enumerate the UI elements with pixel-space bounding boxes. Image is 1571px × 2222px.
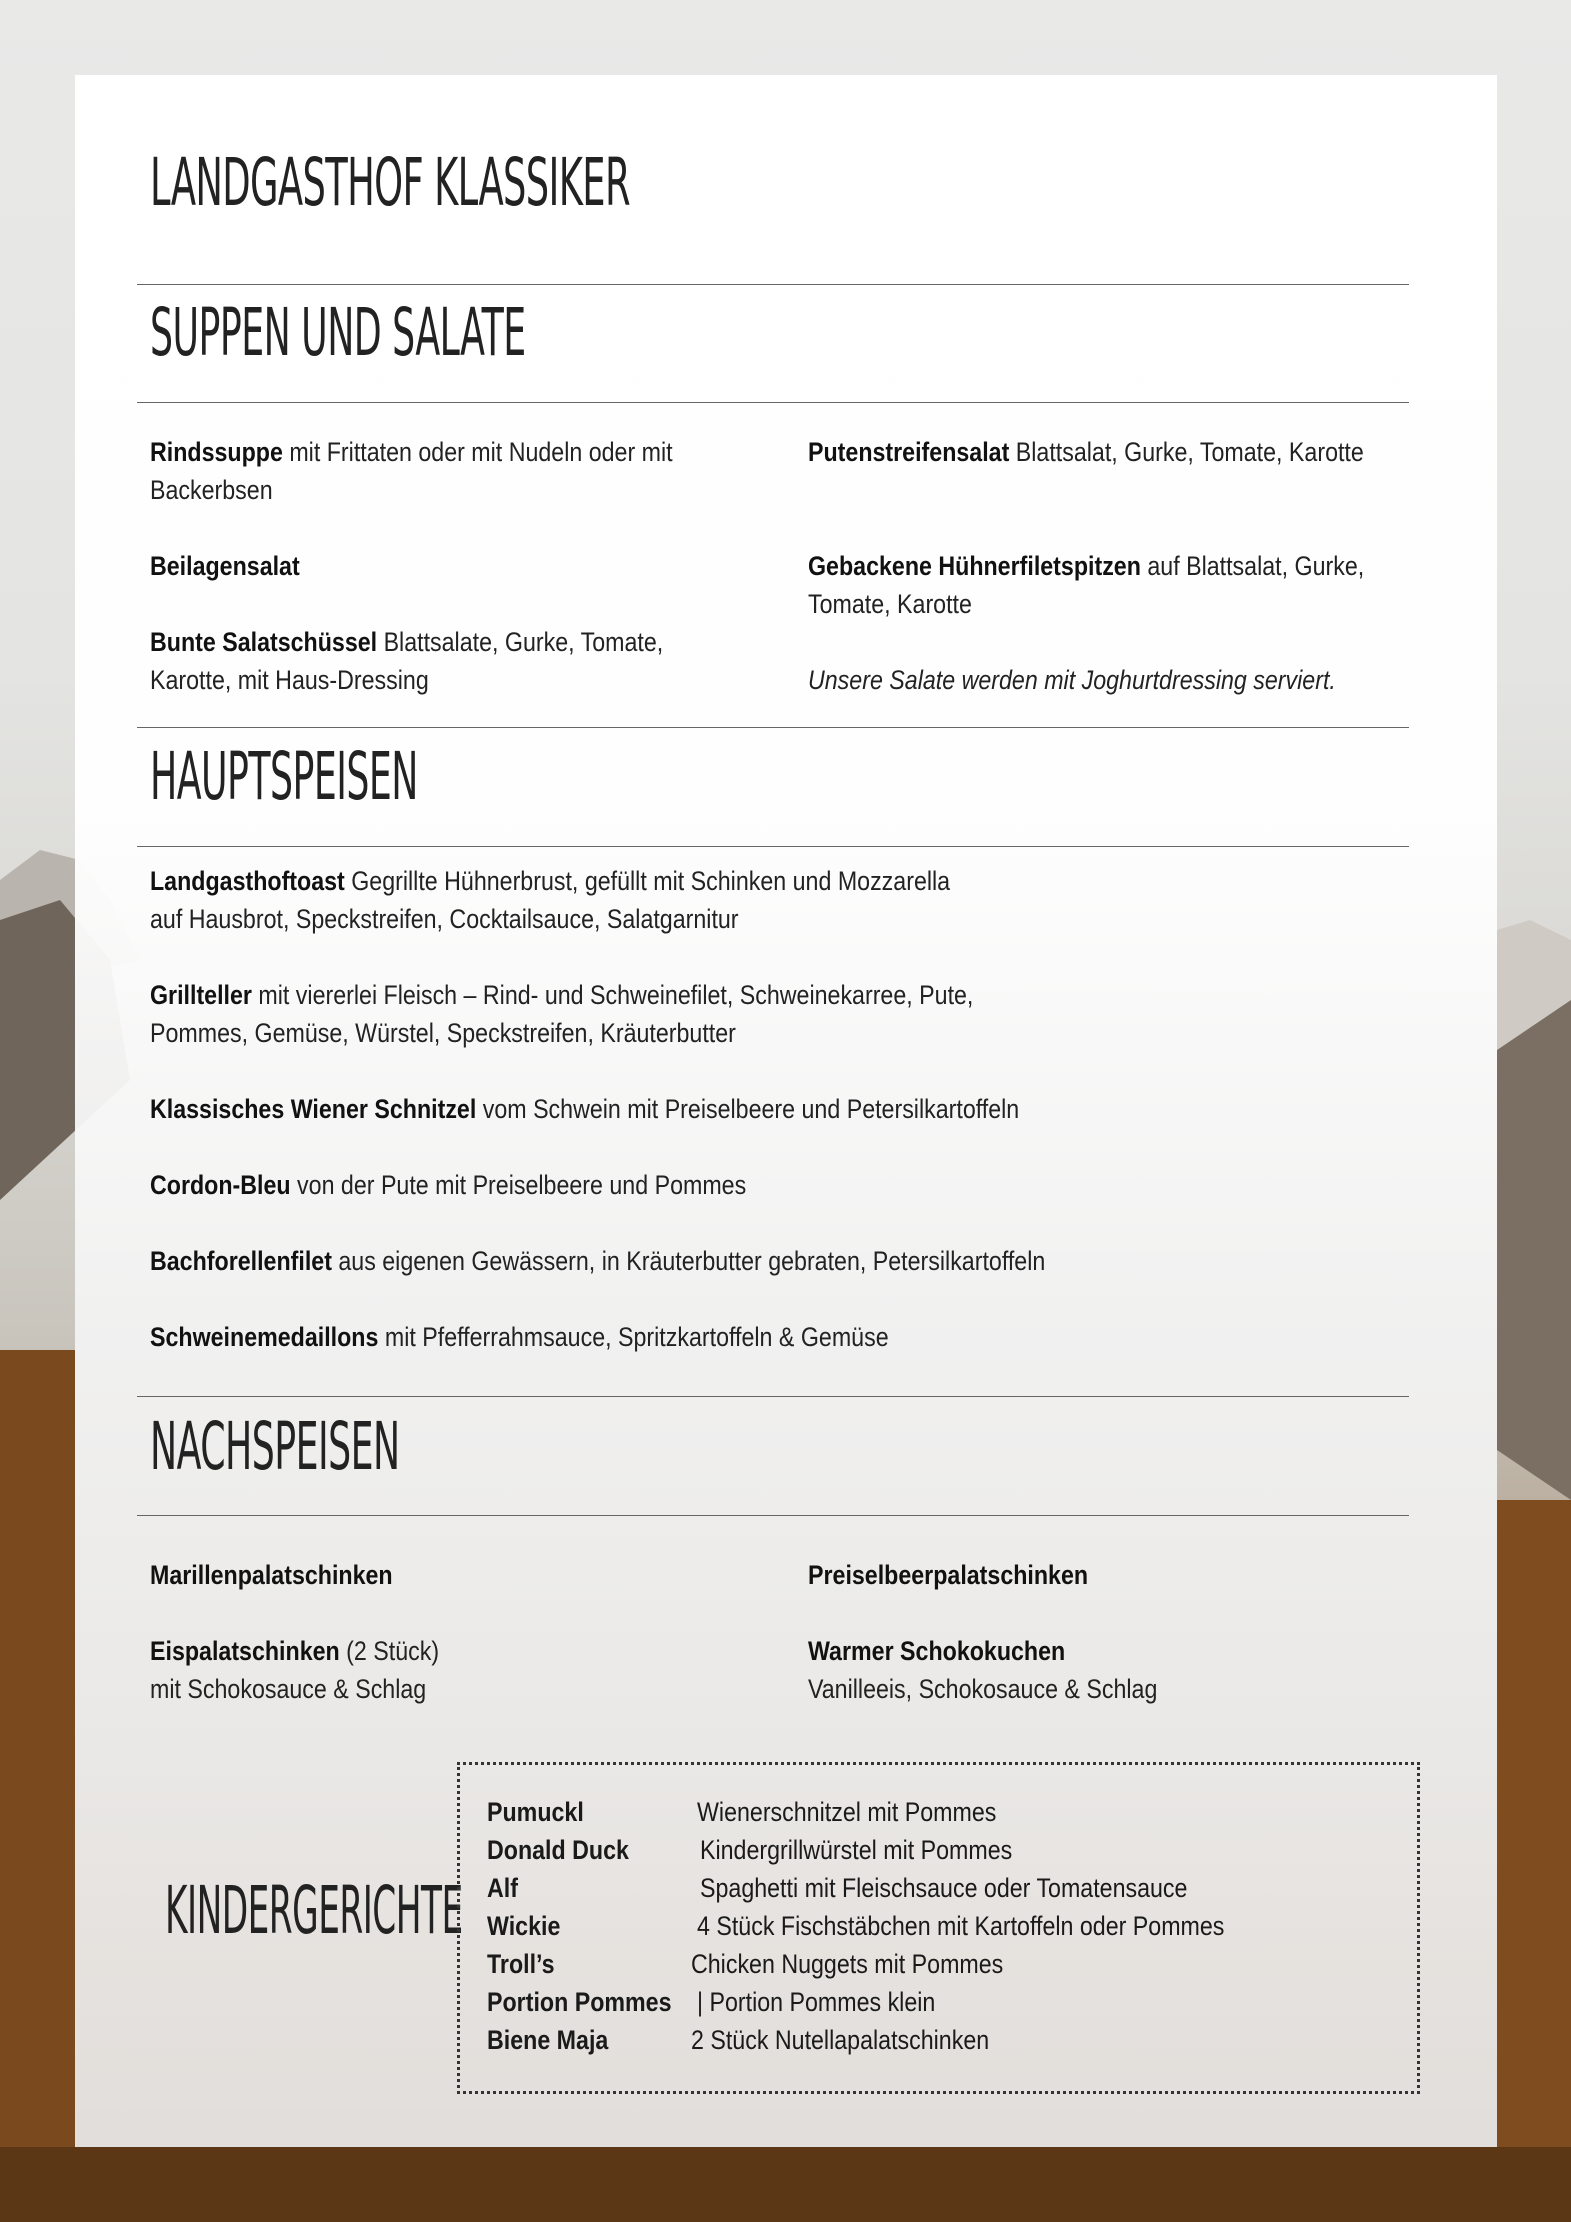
menu-item: Grillteller mit viererlei Fleisch – Rind- und Schweinefilet, Schweinekarree, Pute, Pommes, Gemüse, Würstel, Speckstreifen, Kräuterbutter [150,980,974,1048]
divider [137,1396,1409,1397]
menu-item: Eispalatschinken (2 Stück) mit Schokosauce & Schlag [150,1636,440,1704]
section-heading-kinder: KINDERGERICHTE [165,1872,463,1949]
menu-item: Klassisches Wiener Schnitzel vom Schwein mit Preiselbeere und Petersilkartoffeln [150,1094,1020,1124]
divider [137,846,1409,847]
divider [137,1515,1409,1516]
divider [137,284,1409,285]
kids-item: Biene Maja 2 Stück Nutellapalatschinken [487,2025,990,2055]
menu-item: Marillenpalatschinken [150,1560,393,1590]
divider [137,727,1409,728]
kids-item: Wickie 4 Stück Fischstäbchen mit Kartoffeln oder Pommes [487,1911,1225,1941]
kids-item: Alf Spaghetti mit Fleischsauce oder Tomatensauce [487,1873,1188,1903]
menu-item: Warmer Schokokuchen Vanilleeis, Schokosauce & Schlag [808,1636,1158,1704]
kids-item: Troll’s Chicken Nuggets mit Pommes [487,1949,1004,1979]
kids-item: Donald Duck Kindergrillwürstel mit Pommes [487,1835,1013,1865]
kids-item: Portion Pommes | Portion Pommes klein [487,1987,936,2017]
menu-item: Beilagensalat [150,551,300,581]
section-heading-suppen: SUPPEN UND SALATE [150,294,526,371]
section-heading-haupt: HAUPTSPEISEN [150,738,418,815]
salad-note: Unsere Salate werden mit Joghurtdressing serviert. [808,665,1336,695]
menu-item: Bunte Salatschüssel Blattsalate, Gurke, Tomate, Karotte, mit Haus-Dressing [150,627,664,695]
section-heading-nach: NACHSPEISEN [150,1408,400,1485]
divider [137,402,1409,403]
menu-item: Rindssuppe mit Frittaten oder mit Nudeln oder mit Backerbsen [150,437,673,505]
kids-item: Pumuckl Wienerschnitzel mit Pommes [487,1797,997,1827]
menu-item: Landgasthoftoast Gegrillte Hühnerbrust, gefüllt mit Schinken und Mozzarella auf Hausbrot, Speckstreifen, Cocktailsauce, Salatgarnitur [150,866,951,934]
menu-item: Cordon-Bleu von der Pute mit Preiselbeere und Pommes [150,1170,747,1200]
menu-item: Schweinemedaillons mit Pfefferrahmsauce, Spritzkartoffeln & Gemüse [150,1322,889,1352]
menu-item: Putenstreifensalat Blattsalat, Gurke, Tomate, Karotte [808,437,1364,467]
menu-item: Gebackene Hühnerfiletspitzen auf Blattsalat, Gurke, Tomate, Karotte [808,551,1365,619]
menu-item: Preiselbeerpalatschinken [808,1560,1089,1590]
menu-item: Bachforellenfilet aus eigenen Gewässern, in Kräuterbutter gebraten, Petersilkartoffeln [150,1246,1046,1276]
page-title: LANDGASTHOF KLASSIKER [150,144,630,221]
